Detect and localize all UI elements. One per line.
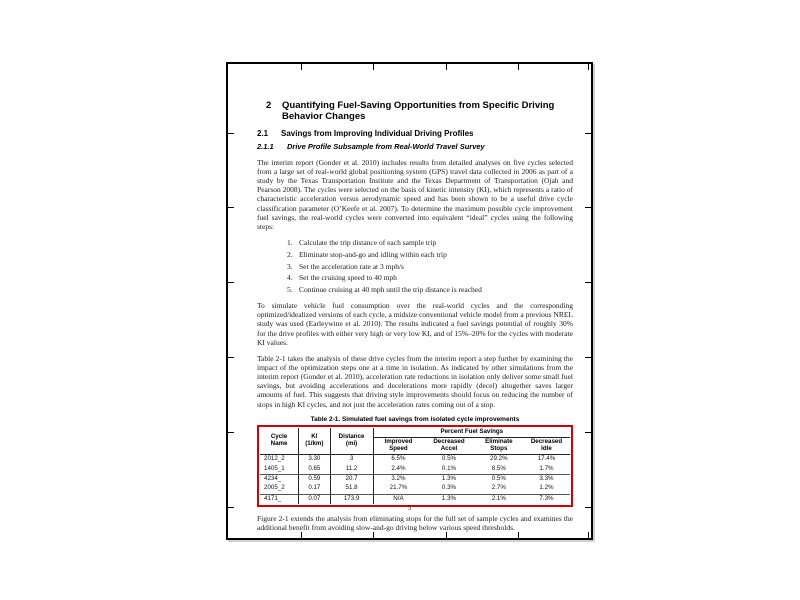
cell-ki: 3.30 [299,455,330,465]
subsection-heading [257,143,573,152]
paragraph: Figure 2-1 extends the analysis from eliminating stops for the full set of sample cycles and examines the additional benefit from avoiding slow-and-go driving below various speed thresholds. [257,513,573,532]
cell-improved-speed: 2.4% [373,465,423,475]
sub-header: Decreased Idle [523,438,570,455]
page-number: 5 [407,504,412,512]
sub-header: Improved Speed [373,438,423,455]
cell-ki: 0.65 [299,465,330,475]
table-caption: Table 2-1. Simulated fuel savings from isolated cycle improvements [310,415,520,423]
cell-distance: 3 [330,455,373,465]
paragraph: To simulate vehicle fuel consumption over the real-world cycles and the corresponding optimized/idealized versions of each cycle, a midsize conventional vehicle model from a previous NREL study was used (Earleywine et al. 2010). The results indicated a fuel savings potential of roughly 30% for the drive profiles with either very high or very low KI, and of 15%–20% for the cycles with moderate KI values. [257,301,573,347]
list-item [287,238,573,247]
cell-eliminate-stops: 29.2% [490,455,508,463]
cell-cycle-name: 4171_ [260,494,299,504]
cell-cycle-name: 2005_2 [260,484,299,494]
chapter-number: 2 [266,100,272,111]
cell-decreased-idle: 3.3% [539,475,554,483]
table-row [260,474,570,484]
column-header: KI (1/km) [299,428,330,455]
section-number: 2.1 [257,129,269,139]
cell-eliminate-stops: 2.7% [475,484,523,494]
cell-decreased-idle: 17.4% [537,455,556,463]
cell-decreased-accel: 0.1% [423,465,474,475]
cell-ki: 0.07 [299,494,330,504]
cell-cycle-name: 1405_1 [260,465,299,475]
group-header: Percent Fuel Savings [373,428,570,438]
list-item-number: 3. [287,261,293,271]
column-header: Distance (mi) [330,428,373,455]
column-header: Cycle Name [260,428,299,455]
cell-cycle-name: 2012_2 [260,455,299,465]
table-highlight-box [257,425,573,507]
cell-decreased-accel: 0.3% [423,484,474,494]
cell-ki: 0.59 [299,474,330,484]
list-item [287,285,573,294]
cell-eliminate-stops: 8.5% [475,465,523,475]
list-item-number: 2. [287,249,293,259]
sub-header: Decreased Accel [423,438,474,455]
cell-improved-speed: 6.5% [391,455,406,463]
section-title: Savings from Improving Individual Driving Profiles [281,129,474,139]
cell-decreased-accel: 1.3% [441,475,457,483]
subsection-number: 2.1.1 [257,142,274,152]
section-heading [257,129,573,138]
chapter-title: Quantifying Fuel-Saving Opportunities from Specific Driving Behavior Changes [282,100,555,123]
page-content [228,64,591,539]
cell-distance: 173.9 [330,494,373,504]
list-item-text: Calculate the trip distance of each sample trip [299,237,437,247]
cell-improved-speed: 3.2% [391,475,406,483]
fuel-savings-table [260,428,570,504]
sub-header: Eliminate Stops [475,438,523,455]
table-row [260,455,570,465]
list-item [287,273,573,282]
cell-decreased-idle: 1.2% [523,484,570,494]
cell-distance: 20.7 [330,474,373,484]
cell-decreased-idle: 7.3% [539,494,554,502]
cell-distance: 51.8 [330,484,373,494]
list-item-number: 5. [287,285,293,295]
list-item-text: Eliminate stop-and-go and idling within each trip [299,249,447,259]
table-row [260,494,570,504]
cell-decreased-accel: 1.3% [441,494,457,502]
table-row [260,465,570,475]
chapter-heading [266,100,573,122]
paragraph: The interim report (Gonder et al. 2010) includes results from detailed analyses on five cycles selected from a large set of real-world global positioning system (GPS) travel data collected in 2006 as part of a study by the Texas Transportation Institute and the Texas Department of Transportation (Ojah and Pearson 2008). The cycles were selected on the basis of kinetic intensity (KI), which represents a ratio of characteristic acceleration versus aerodynamic speed and has been shown to be a useful drive cycle classification parameter (O’Keefe et al. 2007). To determine the maximum possible cycle improvement fuel savings, the real-world cycles were converted into equivalent “ideal” cycles using the following steps: [257,157,573,231]
subsection-title: Drive Profile Subsample from Real-World Travel Survey [287,142,485,152]
cell-decreased-accel: 0.5% [441,455,457,463]
list-item-text: Continue cruising at 40 mph until the trip distance is reached [299,285,482,295]
ideal-cycle-steps-list [287,238,573,294]
document-page [226,62,593,540]
table-row [260,484,570,494]
cell-improved-speed: 21.7% [373,484,423,494]
cell-distance: 11.2 [330,465,373,475]
list-item-number: 4. [287,273,293,283]
list-item-number: 1. [287,237,293,247]
cell-decreased-idle: 1.7% [523,465,570,475]
cell-eliminate-stops: 0.5% [491,475,506,483]
list-item [287,250,573,259]
cell-improved-speed: N/A [393,494,404,502]
paragraph: Table 2-1 takes the analysis of these drive cycles from the interim report a step further by examining the impact of the optimization steps one at a time in isolation. As indicated by other simulations from the interim report (Gonder et al. 2010), acceleration rate reductions in isolation only deliver some small fuel savings, but avoiding accelerations and decelerations more rapidly (decel) altogether saves larger amounts of fuel. This suggests that driving style improvements should focus on reducing the number of stops in high KI cycles, and not just the acceleration rates coming out of a stop. [257,353,573,409]
cell-cycle-name: 4234_ [260,474,299,484]
list-item [287,262,573,271]
cell-ki: 0.17 [299,484,330,494]
cell-eliminate-stops: 2.1% [491,494,506,502]
list-item-text: Set the cruising speed to 40 mph [299,273,397,283]
list-item-text: Set the acceleration rate at 3 mph/s [299,261,404,271]
